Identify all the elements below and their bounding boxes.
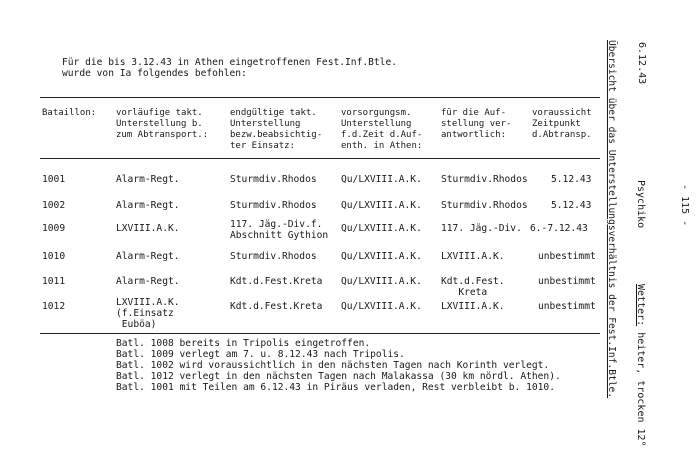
cell-bataillon: 1001 — [42, 174, 66, 185]
margin-place: Psychiko — [635, 180, 646, 229]
cell-bataillon: 1012 — [42, 301, 66, 312]
margin-date: 6.12.43 — [636, 42, 647, 85]
cell-endgueltig: 117. Jäg.-Div.f. Abschnitt Gythion — [230, 219, 329, 241]
cell-vorlaeufig: LXVIII.A.K. — [116, 223, 180, 234]
note-line: Batl. 1002 wird voraussichtlich in den nächsten Tagen nach Korinth verlegt. — [116, 360, 550, 371]
header-versorgung: vorsorgungsm. Unterstellung f.d.Zeit d.Auf- enth. in Athen: — [341, 108, 423, 151]
note-line: Batl. 1001 mit Teilen am 6.12.43 in Piräus verladen, Rest verbleibt b. 1010. — [116, 382, 555, 393]
margin-heading: Übersicht über das Unterstellungsverhältnis der Fest.Inf.Btle. — [606, 40, 617, 399]
cell-vorlaeufig: Alarm-Regt. — [116, 251, 180, 262]
cell-zeitpunkt: unbestimmt — [538, 301, 596, 312]
cell-endgueltig: Kdt.d.Fest.Kreta — [230, 276, 323, 287]
weather-value: heiter, trocken 12° — [635, 332, 646, 447]
cell-bataillon: 1009 — [42, 223, 66, 234]
table-header-rule — [40, 158, 600, 159]
cell-vorlaeufig: Alarm-Regt. — [116, 200, 180, 211]
header-zeitpunkt: voraussicht Zeitpunkt d.Abtransp. — [532, 108, 592, 140]
intro-line-1: Für die bis 3.12.43 in Athen eingetroffenen Fest.Inf.Btle. — [62, 57, 398, 68]
cell-zeitpunkt: 5.12.43 — [551, 200, 592, 211]
cell-zeitpunkt: unbestimmt — [538, 276, 596, 287]
cell-zeitpunkt: 6.-7.12.43 — [530, 223, 588, 234]
cell-bataillon: 1002 — [42, 200, 66, 211]
cell-aufstellung: LXVIII.A.K. — [441, 251, 505, 262]
cell-zeitpunkt: 5.12.43 — [551, 174, 592, 185]
cell-vorlaeufig: Alarm-Regt. — [116, 276, 180, 287]
header-bataillon: Bataillon: — [42, 108, 97, 118]
cell-vorlaeufig: Alarm-Regt. — [116, 174, 180, 185]
weather-label: Wetter: — [635, 284, 646, 327]
cell-versorgung: Qu/LXVIII.A.K. — [341, 174, 422, 185]
margin-weather — [635, 284, 646, 447]
cell-versorgung: Qu/LXVIII.A.K. — [341, 223, 422, 234]
page-number: - 115 - — [679, 184, 690, 227]
cell-versorgung: Qu/LXVIII.A.K. — [341, 200, 422, 211]
header-vorlaeufig: vorläufige takt. Unterstellung b. zum Abtransport.: — [116, 108, 209, 140]
cell-aufstellung: Kdt.d.Fest. Kreta — [441, 276, 505, 298]
cell-aufstellung: Sturmdiv.Rhodos — [441, 174, 528, 185]
cell-versorgung: Qu/LXVIII.A.K. — [341, 251, 422, 262]
cell-endgueltig: Sturmdiv.Rhodos — [230, 200, 317, 211]
note-line: Batl. 1009 verlegt am 7. u. 8.12.43 nach Tripolis. — [116, 349, 405, 360]
header-endgueltig: endgültige takt. Unterstellung bezw.beabsichtig- ter Einsatz: — [230, 108, 323, 151]
cell-vorlaeufig: LXVIII.A.K. (f.Einsatz Euböa) — [116, 297, 180, 330]
cell-aufstellung: Sturmdiv.Rhodos — [441, 200, 528, 211]
cell-bataillon: 1011 — [42, 276, 66, 287]
header-aufstellung: für die Auf- stellung ver- antwortlich: — [441, 108, 512, 140]
cell-versorgung: Qu/LXVIII.A.K. — [341, 301, 422, 312]
cell-aufstellung: 117. Jäg.-Div. — [441, 223, 522, 234]
cell-aufstellung: LXVIII.A.K. — [441, 301, 505, 312]
cell-endgueltig: Kdt.d.Fest.Kreta — [230, 301, 323, 312]
note-line: Batl. 1008 bereits in Tripolis eingetroffen. — [116, 338, 371, 349]
cell-versorgung: Qu/LXVIII.A.K. — [341, 276, 422, 287]
note-line: Batl. 1012 verlegt in den nächsten Tagen nach Malakassa (30 km nördl. Athen). — [116, 371, 561, 382]
table-bottom-rule — [40, 333, 600, 334]
table-top-rule — [40, 97, 600, 98]
cell-endgueltig: Sturmdiv.Rhodos — [230, 251, 317, 262]
cell-endgueltig: Sturmdiv.Rhodos — [230, 174, 317, 185]
cell-bataillon: 1010 — [42, 251, 66, 262]
intro-line-2: wurde von Ia folgendes befohlen: — [62, 68, 247, 79]
cell-zeitpunkt: unbestimmt — [538, 251, 596, 262]
